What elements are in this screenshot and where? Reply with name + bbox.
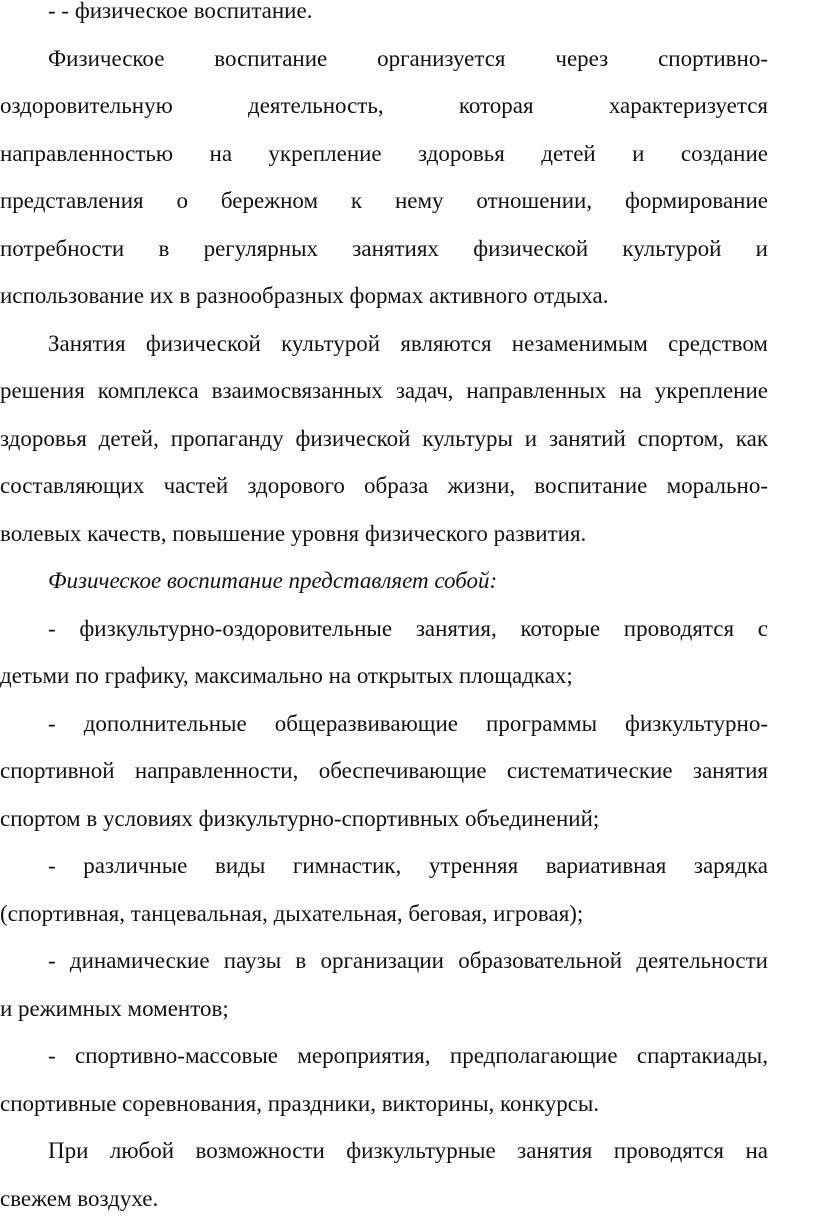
text-line: свежем воздухе.	[0, 1175, 768, 1222]
list-item-line: и режимных моментов;	[0, 985, 768, 1033]
list-item-line: спортивной направленности, обеспечивающие систематические занятия	[0, 747, 768, 795]
list-item-line: (спортивная, танцевальная, дыхательная, беговая, игровая);	[0, 890, 768, 938]
list-item-line: спортом в условиях физкультурно-спортивных объединений;	[0, 795, 768, 843]
text-line: составляющих частей здорового образа жизни, воспитание морально-	[0, 462, 768, 510]
text-line: При любой возможности физкультурные занятия проводятся на	[0, 1127, 768, 1175]
text-line: потребности в регулярных занятиях физической культурой и	[0, 225, 768, 273]
text-line: - - физическое воспитание.	[0, 0, 768, 35]
text-line: Занятия физической культурой являются незаменимым средством	[0, 320, 768, 368]
text-line: решения комплекса взаимосвязанных задач, направленных на укрепление	[0, 367, 768, 415]
text-line: Физическое воспитание организуется через спортивно-	[0, 35, 768, 83]
list-item-line: спортивные соревнования, праздники, викторины, конкурсы.	[0, 1080, 768, 1128]
section-heading: Физическое воспитание представляет собой:	[0, 557, 768, 605]
text-line: представления о бережном к нему отношении, формирование	[0, 177, 768, 225]
text-line: направленностью на укрепление здоровья детей и создание	[0, 130, 768, 178]
list-item-line: детьми по графику, максимально на открытых площадках;	[0, 652, 768, 700]
text-line: использование их в разнообразных формах активного отдыха.	[0, 272, 768, 320]
list-item-line: - различные виды гимнастик, утренняя вариативная зарядка	[0, 842, 768, 890]
list-item-line: - дополнительные общеразвивающие программы физкультурно-	[0, 700, 768, 748]
text-line: волевых качеств, повышение уровня физического развития.	[0, 510, 768, 558]
list-item-line: - динамические паузы в организации образовательной деятельности	[0, 937, 768, 985]
list-item-line: - физкультурно-оздоровительные занятия, которые проводятся с	[0, 605, 768, 653]
list-item-line: - спортивно-массовые мероприятия, предполагающие спартакиады,	[0, 1032, 768, 1080]
text-line: оздоровительную деятельность, которая характеризуется	[0, 82, 768, 130]
text-line: здоровья детей, пропаганду физической культуры и занятий спортом, как	[0, 415, 768, 463]
